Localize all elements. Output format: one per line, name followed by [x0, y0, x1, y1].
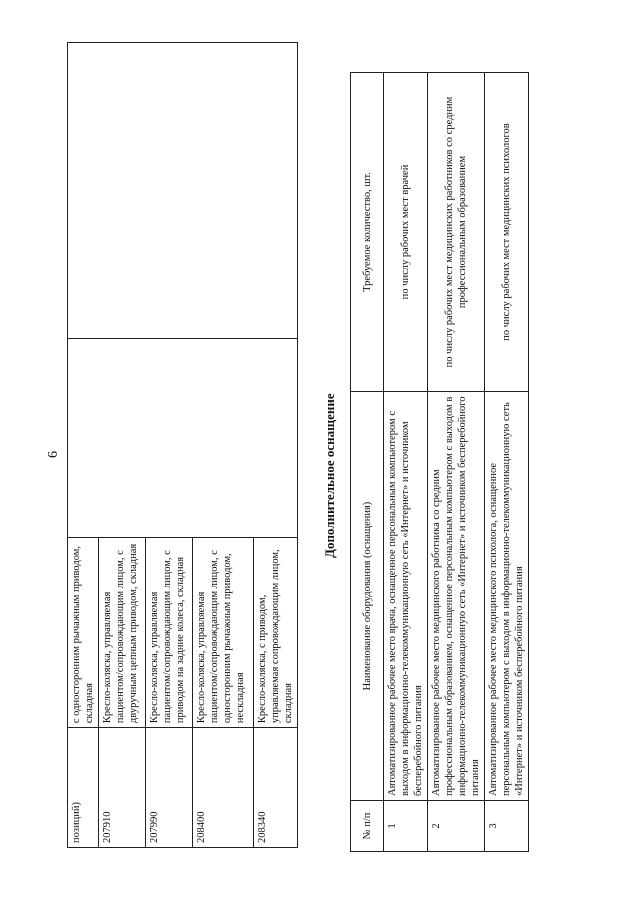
row-qty: по числу рабочих мест медицинских психологов [485, 73, 529, 392]
row-name: Автоматизированное рабочее место медицинского работника со средним профессиональным образованием, оснащенное персональным компьютером с выходом в информационно-телекоммуникационную сеть «Интернет» и источником бесперебойного питания [428, 392, 485, 801]
section-title: Дополнительное оснащение [322, 393, 337, 558]
row-qty: по числу рабочих мест медицинских работников со средним профессиональным образованием [428, 73, 485, 392]
header-row [351, 73, 384, 852]
header-qty: Требуемое количество, шт. [351, 73, 384, 392]
name-cell: Кресло-коляска, управляемая пациентом/сопровождающим лицом, с двуручным цепным приводом, складная [99, 538, 146, 728]
name-cell: с односторонним рычажным приводом, складная [68, 538, 99, 728]
row-qty: по числу рабочих мест врачей [384, 73, 428, 392]
wheelchair-table [67, 42, 298, 848]
empty-cell [68, 338, 298, 538]
name-cell: Кресло-коляска, управляемая пациентом/сопровождающим лицом, с приводом на задние колеса, складная [146, 538, 193, 728]
code-cell: 207910 [99, 728, 146, 848]
header-name: Наименование оборудования (оснащения) [351, 392, 384, 801]
row-num: 2 [428, 801, 485, 852]
code-cell: 208340 [254, 728, 298, 848]
empty-cell [68, 43, 298, 339]
header-num: № п/п [351, 801, 384, 852]
code-cell: 208400 [193, 728, 254, 848]
row-name: Автоматизированное рабочее место медицинского психолога, оснащенное персональным компьютером с выходом в информационно-телекоммуникационную сеть «Интернет» и источником бесперебойного питания [485, 392, 529, 801]
table-row [68, 43, 99, 848]
code-cell: позиций) [68, 728, 99, 848]
name-cell: Кресло-коляска, управляемая пациентом/сопровождающим лицом, с односторонним рычажным приводом, нескладная [193, 538, 254, 728]
table-row [384, 73, 428, 852]
table-row [428, 73, 485, 852]
row-name: Автоматизированное рабочее место врача, оснащенное персональным компьютером с выходом в информационно-телекоммуникационную сеть «Интернет» и источником бесперебойного питания [384, 392, 428, 801]
code-cell: 207990 [146, 728, 193, 848]
table-row [485, 73, 529, 852]
row-num: 1 [384, 801, 428, 852]
page-number: 6 [46, 451, 61, 458]
additional-equipment-table [350, 72, 529, 852]
name-cell: Кресло-коляска, с приводом, управляемая сопровождающим лицом, складная [254, 538, 298, 728]
row-num: 3 [485, 801, 529, 852]
